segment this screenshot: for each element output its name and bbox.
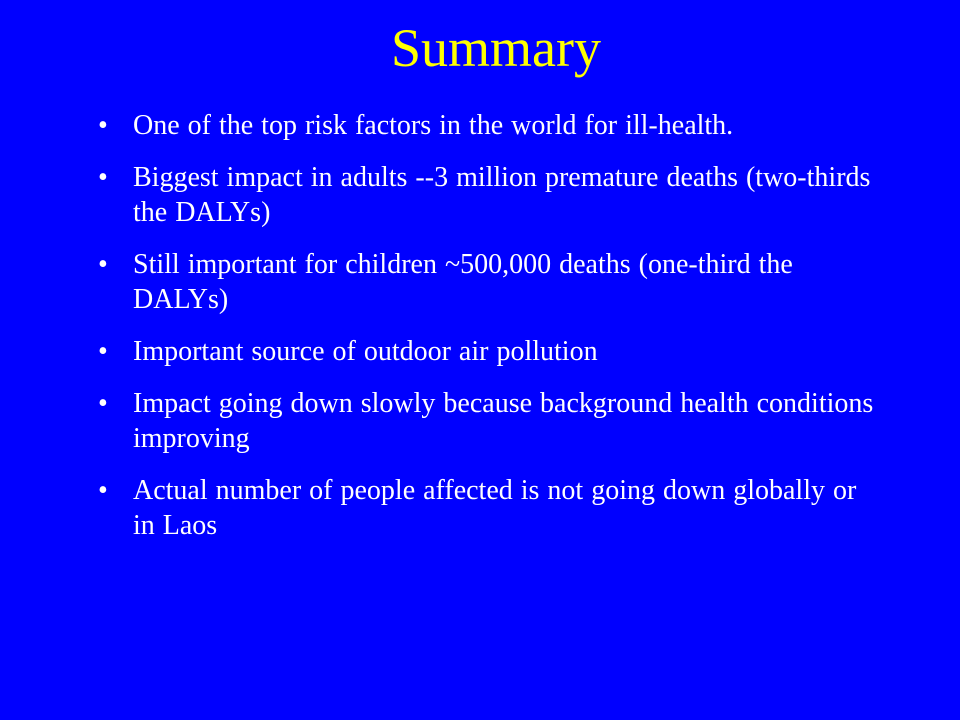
bullet-text-6: Actual number of people affected is not going down globally or in Laos	[133, 475, 857, 541]
bullet-item-4	[96, 334, 876, 369]
bullet-item-2	[96, 160, 876, 230]
bullet-icon: •	[98, 336, 108, 367]
bullet-icon: •	[98, 110, 108, 141]
bullet-icon: •	[98, 388, 108, 419]
bullet-icon: •	[98, 475, 108, 506]
bullet-text-5: Impact going down slowly because background health conditions improving	[133, 388, 874, 454]
bullet-text-3: Still important for children ~500,000 deaths (one-third the DALYs)	[133, 249, 793, 315]
bullet-item-6	[96, 473, 876, 543]
bullet-icon: •	[98, 162, 108, 193]
bullet-icon: •	[98, 249, 108, 280]
slide-title: Summary	[391, 18, 601, 78]
bullet-item-3	[96, 247, 876, 317]
bullet-item-5	[96, 386, 876, 456]
bullet-item-1	[96, 108, 876, 143]
bullet-text-4: Important source of outdoor air pollution	[133, 336, 598, 367]
bullet-text-1: One of the top risk factors in the world for ill-health.	[133, 110, 734, 141]
bullet-list	[96, 108, 876, 560]
bullet-text-2: Biggest impact in adults --3 million premature deaths (two-thirds the DALYs)	[133, 162, 871, 228]
